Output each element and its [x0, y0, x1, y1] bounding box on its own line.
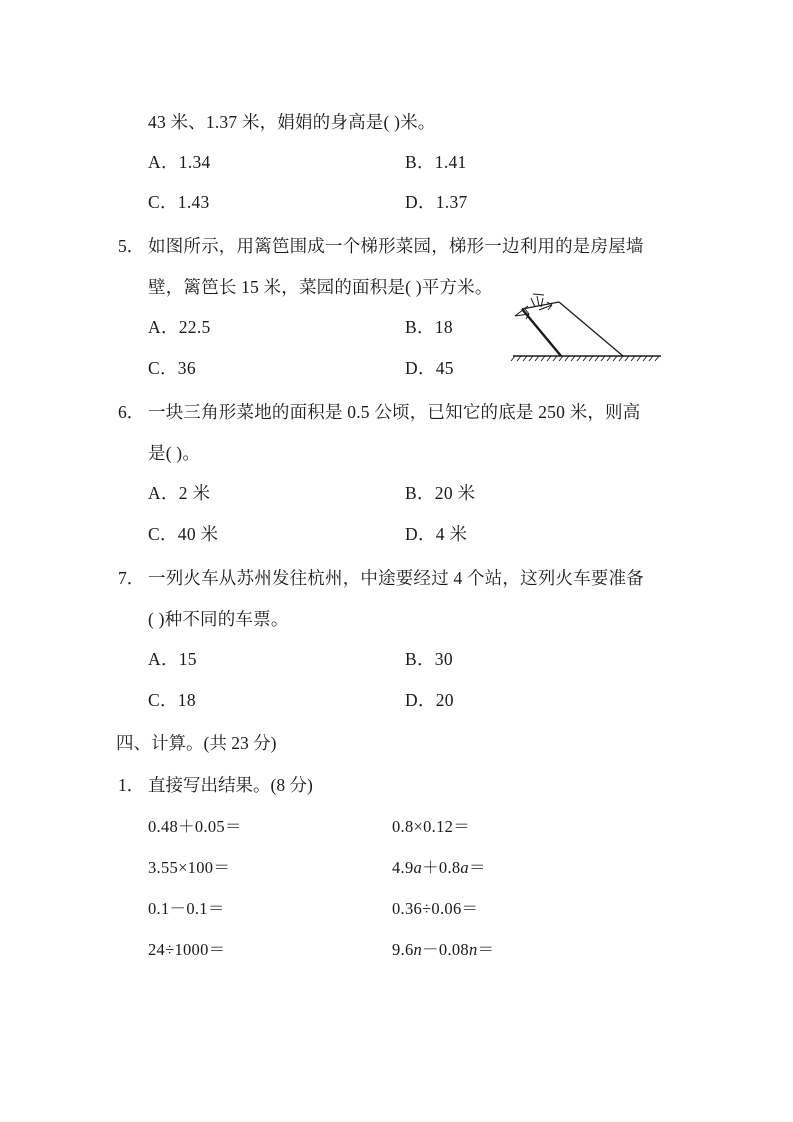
continued-question-option-c[interactable]: C．1.43	[148, 192, 210, 212]
question-7-number: 7．	[118, 568, 145, 588]
question-7-option-d[interactable]: D．20	[405, 690, 454, 710]
calc-right-2-mid: ＋0.8	[422, 858, 461, 877]
question-7-stem-line-1: 一列火车从苏州发往杭州，中途要经过 4 个站，这列火车要准备	[148, 568, 644, 588]
calc-left-3[interactable]: 0.1－0.1＝	[148, 899, 225, 918]
question-5-option-c[interactable]: C．36	[148, 358, 196, 378]
question-5-option-d[interactable]: D．45	[405, 358, 454, 378]
calc-left-2[interactable]: 3.55×100＝	[148, 858, 231, 877]
question-7-option-b[interactable]: B．30	[405, 649, 453, 669]
question-5-option-b[interactable]: B．18	[405, 317, 453, 337]
calc-right-4-post: ＝	[477, 940, 495, 959]
calc-right-1-pre: 0.8×0.12＝	[392, 817, 471, 836]
continued-question-option-d[interactable]: D．1.37	[405, 192, 468, 212]
calc-right-2-var2: a	[460, 858, 469, 877]
continued-question-stem: 43 米、1.37 米，娟娟的身高是( )米。	[148, 112, 436, 132]
question-6-number: 6．	[118, 402, 145, 422]
calc-right-4[interactable]	[392, 940, 494, 960]
calc-right-4-var1: n	[413, 940, 423, 959]
calc-right-4-var2: n	[468, 940, 478, 959]
question-5-stem-line-2: 壁，篱笆长 15 米，菜园的面积是( )平方米。	[148, 277, 493, 297]
calc-right-4-mid: －0.08	[422, 940, 469, 959]
section-four-heading: 四、计算。(共 23 分)	[116, 733, 277, 753]
question-7-option-c[interactable]: C．18	[148, 690, 196, 710]
calc-right-2-var1: a	[413, 858, 423, 877]
question-5-stem-line-1: 如图所示，用篱笆围成一个梯形菜园，梯形一边利用的是房屋墙	[148, 236, 644, 256]
calc-right-2-pre: 4.9	[392, 858, 414, 877]
trapezoid-garden-figure	[495, 292, 665, 364]
calc-right-4-pre: 9.6	[392, 940, 414, 959]
question-7-option-a[interactable]: A．15	[148, 649, 197, 669]
calc-right-2[interactable]	[392, 858, 486, 878]
section-four-sub-heading: 直接写出结果。(8 分)	[148, 775, 313, 795]
section-four-sub-number: 1．	[118, 775, 145, 795]
calc-right-2-post: ＝	[468, 858, 486, 877]
question-5-number: 5．	[118, 236, 145, 256]
question-6-option-a[interactable]: A．2 米	[148, 483, 211, 503]
calc-right-3-pre: 0.36÷0.06＝	[392, 899, 479, 918]
question-7-stem-line-2: ( )种不同的车票。	[148, 609, 289, 629]
fence-top-edge	[522, 302, 559, 309]
calc-left-4[interactable]: 24÷1000＝	[148, 940, 226, 959]
question-6-option-c[interactable]: C．40 米	[148, 524, 219, 544]
question-6-stem-line-2: 是( )。	[148, 443, 201, 463]
calc-right-3[interactable]	[392, 899, 478, 919]
calc-right-1[interactable]	[392, 817, 470, 837]
continued-question-option-a[interactable]: A．1.34	[148, 152, 211, 172]
continued-question-option-b[interactable]: B．1.41	[405, 152, 467, 172]
trapezoid-garden-svg	[495, 292, 665, 364]
question-6-stem-line-1: 一块三角形菜地的面积是 0.5 公顷，已知它的底是 250 米，则高	[148, 402, 641, 422]
question-6-option-b[interactable]: B．20 米	[405, 483, 476, 503]
calc-left-1[interactable]: 0.48＋0.05＝	[148, 817, 242, 836]
question-5-option-a[interactable]: A．22.5	[148, 317, 211, 337]
question-6-option-d[interactable]: D．4 米	[405, 524, 468, 544]
